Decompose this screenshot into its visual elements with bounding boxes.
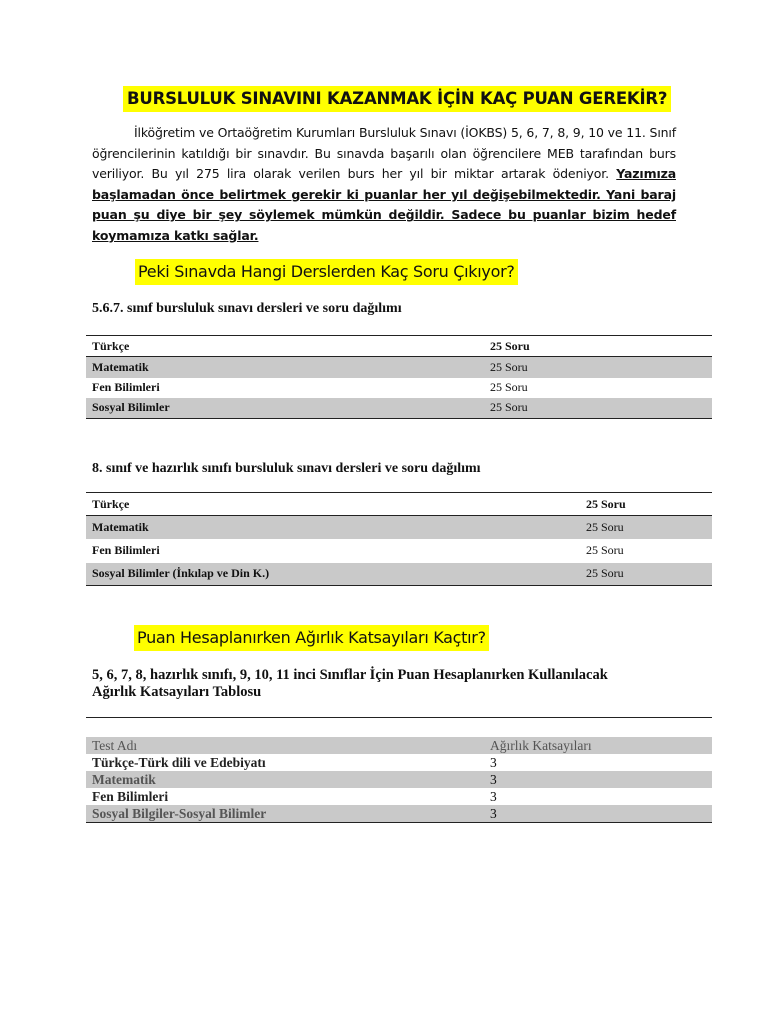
table-row xyxy=(86,398,712,419)
test-name-header: Test Adı xyxy=(86,737,484,754)
table-row xyxy=(86,516,712,539)
page-title: BURSLULUK SINAVINI KAZANMAK İÇİN KAÇ PUAN GEREKİR? xyxy=(123,86,671,112)
count-cell: 25 Soru xyxy=(586,543,624,557)
intro-paragraph xyxy=(92,123,676,247)
weight-header: Ağırlık Katsayıları xyxy=(484,737,712,754)
subject-cell: Sosyal Bilimler (İnkılap ve Din K.) xyxy=(86,563,580,586)
test-name-cell: Fen Bilimleri xyxy=(92,788,169,804)
table-row xyxy=(86,563,712,586)
weights-table xyxy=(86,737,712,823)
table-row xyxy=(86,805,712,823)
test-name-cell: Matematik xyxy=(86,771,484,788)
count-cell: 25 Soru xyxy=(484,357,712,378)
table-row xyxy=(86,378,712,398)
weight-cell: 3 xyxy=(490,754,497,770)
subject-cell: Matematik xyxy=(86,357,484,378)
weight-cell: 3 xyxy=(484,771,712,788)
section1-heading: Peki Sınavda Hangi Derslerden Kaç Soru Çıkıyor? xyxy=(135,259,518,285)
subject-cell: Matematik xyxy=(86,516,580,539)
weights-top-rule xyxy=(86,717,712,718)
count-cell: 25 Soru xyxy=(490,338,530,353)
table-row xyxy=(86,788,712,805)
questions-table-8-prep xyxy=(86,492,712,586)
intro-text: İlköğretim ve Ortaöğretim Kurumları Bursluluk Sınavı (İOKBS) 5, 6, 7, 8, 9, 10 ve 11. Sınıf öğrencilerinin katıldığı bir sınavdır. Bu sınavda başarılı olan öğrencilere MEB tarafından burs veriliyor. Bu yıl 275 lira olarak verilen burs her yıl bir miktar artarak ödeniyor. xyxy=(92,125,676,182)
table-row xyxy=(86,771,712,788)
count-cell: 25 Soru xyxy=(490,380,528,394)
count-cell: 25 Soru xyxy=(484,398,712,419)
subject-cell: Türkçe xyxy=(92,338,130,353)
subject-cell: Fen Bilimleri xyxy=(92,543,160,557)
subject-cell: Sosyal Bilimler xyxy=(86,398,484,419)
section2-heading: Puan Hesaplanırken Ağırlık Katsayıları Kaçtır? xyxy=(134,625,489,651)
weights-caption-line2: Ağırlık Katsayıları Tablosu xyxy=(92,684,262,700)
table1-caption: 5.6.7. sınıf bursluluk sınavı dersleri ve soru dağılımı xyxy=(92,301,402,316)
weight-cell: 3 xyxy=(484,805,712,823)
table-header-row xyxy=(86,737,712,754)
count-cell: 25 Soru xyxy=(580,516,712,539)
intro-emphasis: Yazımıza başlamadan önce belirtmek gerekir ki puanlar her yıl değişebilmektedir. Yani baraj puan şu diye bir şey söylemek mümkün değildir. Sadece bu puanlar bizim hedef koymamıza katkı sağlar. xyxy=(92,166,676,243)
table-row xyxy=(86,357,712,378)
questions-table-5-6-7 xyxy=(86,335,712,419)
subject-cell: Fen Bilimleri xyxy=(92,380,160,394)
table2-caption: 8. sınıf ve hazırlık sınıfı bursluluk sınavı dersleri ve soru dağılımı xyxy=(92,461,481,476)
table-row xyxy=(86,336,712,357)
table-row xyxy=(86,539,712,563)
subject-cell: Türkçe xyxy=(92,496,130,511)
weights-caption-line1: 5, 6, 7, 8, hazırlık sınıfı, 9, 10, 11 inci Sınıflar İçin Puan Hesaplanırken Kullanılacak xyxy=(92,667,608,683)
table-row xyxy=(86,493,712,516)
table-row xyxy=(86,754,712,771)
test-name-cell: Türkçe-Türk dili ve Edebiyatı xyxy=(92,754,266,770)
test-name-cell: Sosyal Bilgiler-Sosyal Bilimler xyxy=(86,805,484,823)
weight-cell: 3 xyxy=(490,788,497,804)
count-cell: 25 Soru xyxy=(586,496,626,511)
count-cell: 25 Soru xyxy=(580,563,712,586)
